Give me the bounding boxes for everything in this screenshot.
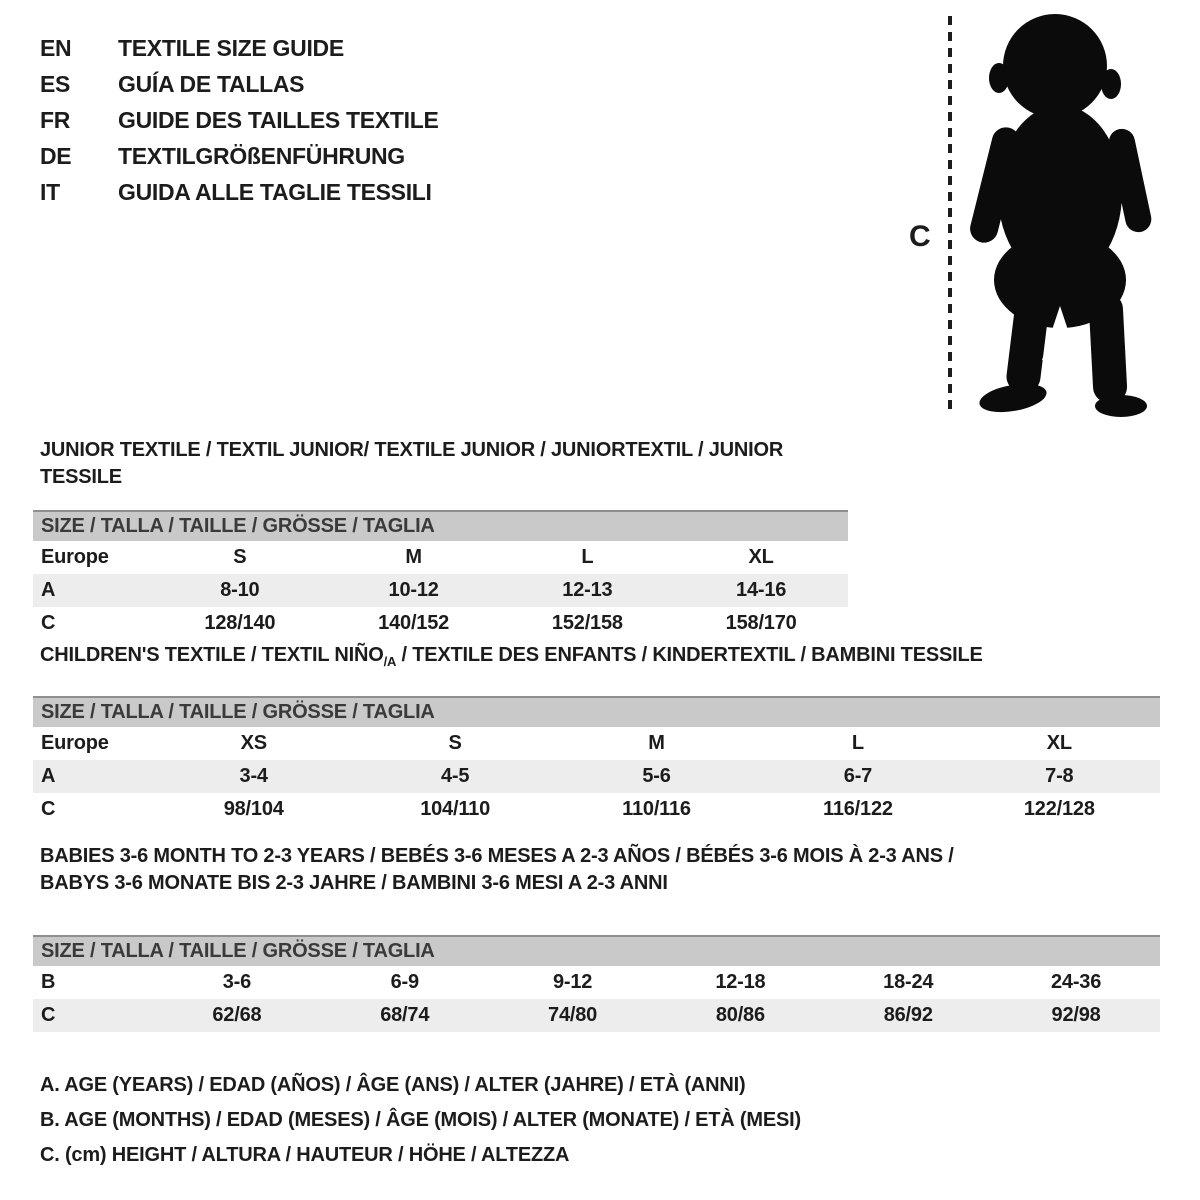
table-cell: 24-36: [1050, 971, 1102, 993]
size-table: [33, 510, 848, 640]
legend-line: C. (cm) HEIGHT / ALTURA / HAUTEUR / HÖHE / ALTEZZA: [40, 1144, 570, 1166]
figure-measure-label: C: [909, 220, 931, 253]
size-table: [33, 935, 1160, 1032]
section-title-line: [40, 642, 1160, 675]
table-cell: 86/92: [883, 1004, 933, 1026]
table-row: [33, 966, 1160, 999]
table-row: [33, 999, 1160, 1032]
table-cell: 98/104: [223, 798, 284, 820]
table-cell: L: [851, 732, 864, 754]
size-table: [33, 696, 1160, 826]
table-row: [33, 574, 848, 607]
title-text: CHILDREN'S TEXTILE / TEXTIL NIÑO: [40, 644, 384, 666]
table-cell: 122/128: [1023, 798, 1095, 820]
language-row: [40, 66, 439, 102]
language-list: [40, 30, 439, 210]
section-title-line: [40, 437, 848, 491]
language-code: DE: [40, 142, 72, 169]
table-cell: XS: [240, 732, 267, 754]
title-text: / TEXTILE DES ENFANTS / KINDERTEXTIL / BAMBINI TESSILE: [396, 644, 983, 666]
baby-silhouette: [895, 8, 1157, 426]
language-label: GUIDA ALLE TAGLIE TESSILI: [118, 178, 432, 205]
table-row: [33, 793, 1160, 826]
row-label: B: [41, 971, 56, 993]
table-cell: 18-24: [883, 971, 934, 993]
table-row: [33, 760, 1160, 793]
table-cell: 6-9: [390, 971, 419, 993]
table-cell: 7-8: [1045, 765, 1074, 787]
size-table-header: SIZE / TALLA / TAILLE / GRÖSSE / TAGLIA: [33, 696, 1160, 727]
legend: [40, 1068, 801, 1173]
table-cell: XL: [1046, 732, 1072, 754]
section-title: [33, 642, 1160, 675]
section-title: [33, 843, 1160, 897]
table-cell: 110/116: [622, 798, 691, 820]
table-cell: 74/80: [548, 1004, 598, 1026]
language-label: TEXTILE SIZE GUIDE: [118, 34, 344, 61]
language-code: EN: [40, 34, 72, 61]
table-cell: 9-12: [552, 971, 593, 993]
table-cell: L: [581, 546, 594, 568]
table-cell: 3-6: [222, 971, 252, 993]
table-cell: M: [648, 732, 665, 754]
size-table-header: SIZE / TALLA / TAILLE / GRÖSSE / TAGLIA: [33, 935, 1160, 966]
language-code: ES: [40, 70, 71, 97]
row-label: C: [41, 612, 56, 634]
language-code: FR: [40, 106, 71, 133]
table-cell: M: [405, 546, 422, 568]
table-cell: 62/68: [212, 1004, 262, 1026]
row-label: Europe: [41, 732, 109, 754]
table-cell: 5-6: [642, 765, 671, 787]
row-label: C: [41, 798, 56, 820]
row-label: A: [41, 765, 56, 787]
baby-silhouette-shape: [967, 14, 1154, 417]
table-cell: 12-18: [715, 971, 766, 993]
section-junior: [33, 437, 848, 640]
table-cell: 4-5: [440, 765, 470, 787]
language-label: TEXTILGRÖßENFÜHRUNG: [118, 142, 405, 169]
table-cell: S: [448, 732, 462, 754]
table-cell: 12-13: [562, 579, 613, 601]
language-code: IT: [40, 178, 60, 205]
table-cell: 10-12: [388, 579, 439, 601]
section-children: [33, 642, 1160, 826]
section-babies: [33, 843, 1160, 1032]
table-cell: 3-4: [239, 765, 268, 787]
title-text: /A: [383, 654, 397, 669]
language-label: GUÍA DE TALLAS: [118, 70, 305, 97]
table-cell: 92/98: [1051, 1004, 1101, 1026]
table-row: [33, 607, 848, 640]
title-text: BABYS 3-6 MONATE BIS 2-3 JAHRE / BAMBINI 3-6 MESI A 2-3 ANNI: [40, 872, 668, 894]
row-label: Europe: [41, 546, 109, 568]
table-cell: S: [233, 546, 247, 568]
figure-height-measure: [895, 8, 1157, 426]
section-title-line: [40, 843, 1160, 870]
table-cell: 68/74: [380, 1004, 430, 1026]
table-cell: 152/158: [551, 612, 623, 634]
language-row: [40, 174, 439, 210]
language-row: [40, 30, 439, 66]
title-text: BABIES 3-6 MONTH TO 2-3 YEARS / BEBÉS 3-6 MESES A 2-3 AÑOS / BÉBÉS 3-6 MOIS À 2-3 ANS /: [40, 845, 954, 867]
table-cell: 128/140: [204, 612, 276, 634]
legend-line: A. AGE (YEARS) / EDAD (AÑOS) / ÂGE (ANS) / ALTER (JAHRE) / ETÀ (ANNI): [40, 1074, 746, 1096]
table-cell: 158/170: [725, 612, 797, 634]
size-table-header: SIZE / TALLA / TAILLE / GRÖSSE / TAGLIA: [33, 510, 848, 541]
language-row: [40, 102, 439, 138]
table-cell: 80/86: [715, 1004, 765, 1026]
table-cell: 104/110: [420, 798, 490, 820]
legend-line: B. AGE (MONTHS) / EDAD (MESES) / ÂGE (MOIS) / ALTER (MONATE) / ETÀ (MESI): [40, 1109, 801, 1131]
row-label: C: [41, 1004, 56, 1026]
language-label: GUIDE DES TAILLES TEXTILE: [118, 106, 439, 133]
table-cell: 14-16: [736, 579, 787, 601]
table-row: [33, 727, 1160, 760]
section-title-line: [40, 870, 1160, 897]
language-row: [40, 138, 439, 174]
table-cell: 6-7: [843, 765, 873, 787]
section-title: [33, 437, 848, 491]
table-cell: 140/152: [378, 612, 450, 634]
table-row: [33, 541, 848, 574]
table-cell: XL: [748, 546, 774, 568]
table-cell: 116/122: [823, 798, 893, 820]
title-text: JUNIOR TEXTILE / TEXTIL JUNIOR/ TEXTILE JUNIOR / JUNIORTEXTIL / JUNIOR TESSILE: [40, 439, 784, 488]
row-label: A: [41, 579, 56, 601]
table-cell: 8-10: [220, 579, 260, 601]
